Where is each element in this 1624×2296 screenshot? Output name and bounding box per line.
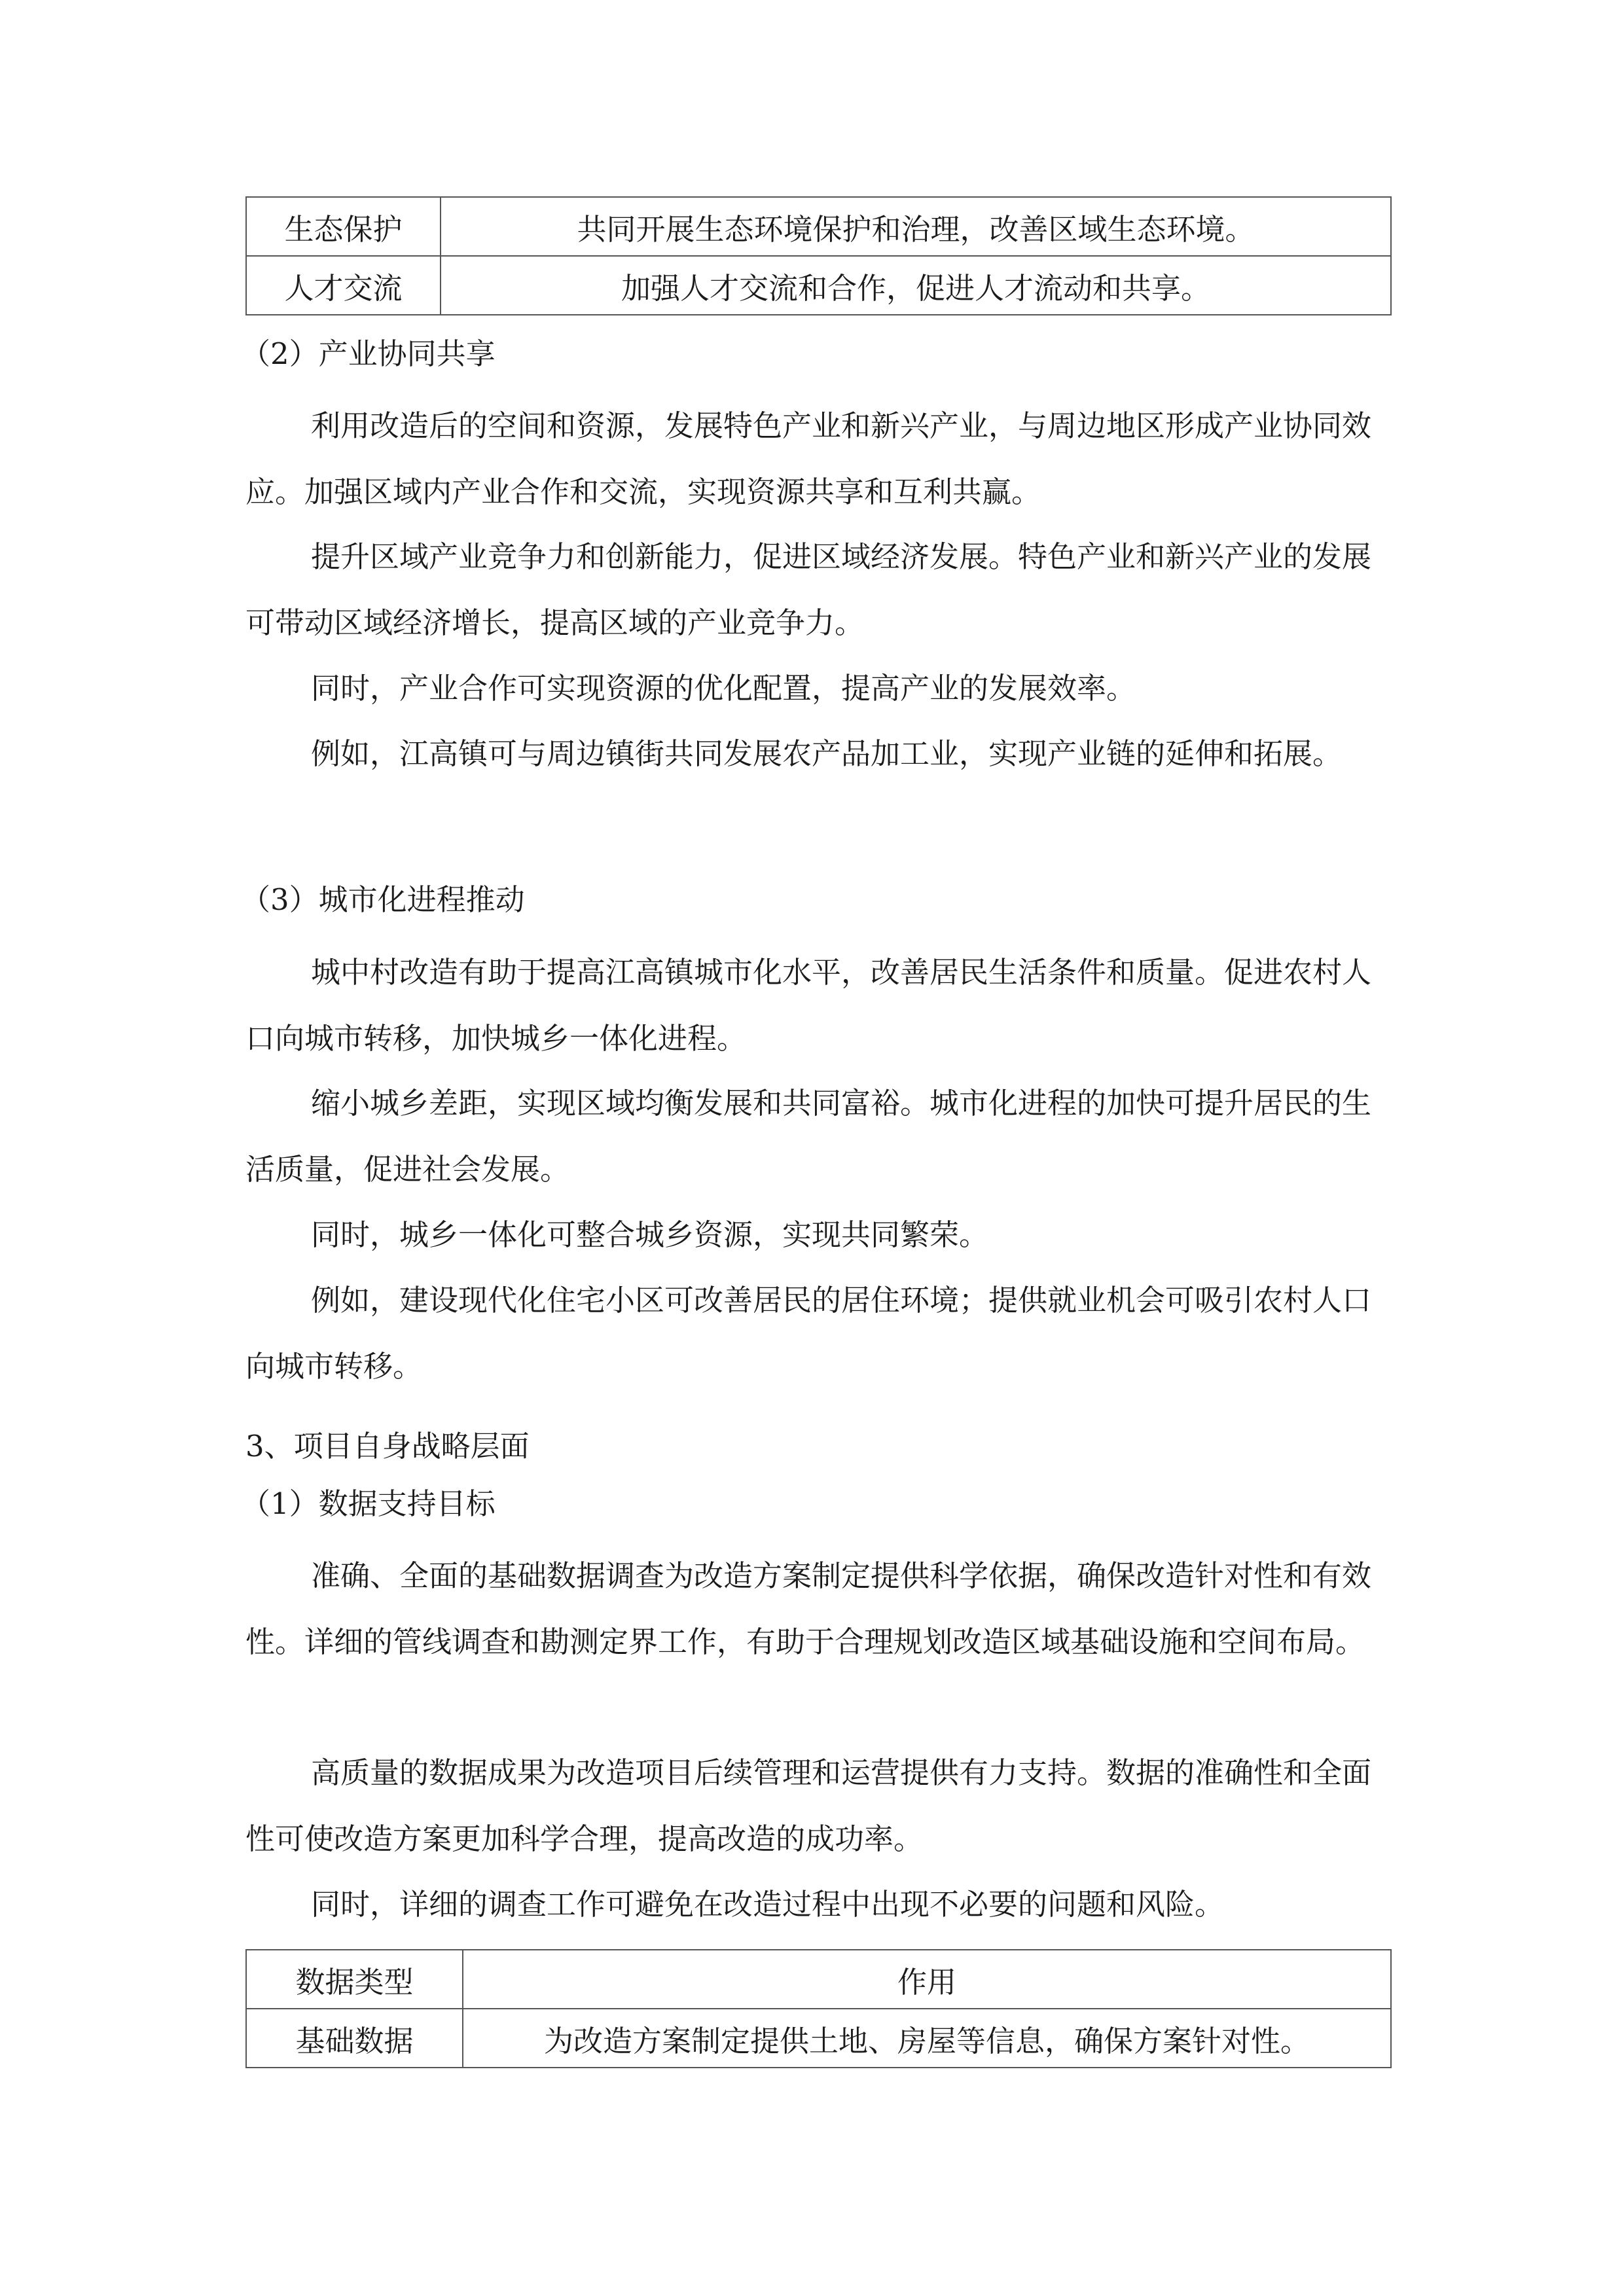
paragraph: 同时，产业合作可实现资源的优化配置，提高产业的发展效率。 bbox=[311, 671, 1136, 706]
paragraph: 例如，建设现代化住宅小区可改善居民的居住环境；提供就业机会可吸引农村人口向城市转移。 bbox=[245, 1283, 1372, 1384]
table-row bbox=[246, 2009, 1391, 2068]
section-heading-industry: （2）产业协同共享 bbox=[241, 336, 496, 371]
table-cell-label: 生态保护 bbox=[246, 197, 441, 256]
paragraph: 同时，城乡一体化可整合城乡资源，实现共同繁荣。 bbox=[311, 1217, 989, 1252]
table-row bbox=[246, 197, 1391, 256]
paragraph: 缩小城乡差距，实现区域均衡发展和共同富裕。城市化进程的加快可提升居民的生活质量，促进社会发展。 bbox=[245, 1086, 1372, 1187]
table-row bbox=[246, 256, 1391, 315]
paragraph: 例如，江高镇可与周边镇街共同发展农产品加工业，实现产业链的延伸和拓展。 bbox=[311, 736, 1343, 771]
section-heading-strategy: 3、项目自身战略层面 bbox=[245, 1429, 530, 1463]
paragraph: 同时，详细的调查工作可避免在改造过程中出现不必要的问题和风险。 bbox=[311, 1887, 1225, 1922]
paragraph: 高质量的数据成果为改造项目后续管理和运营提供有力支持。数据的准确性和全面性可使改造方案更加科学合理，提高改造的成功率。 bbox=[245, 1755, 1372, 1856]
paragraph: 利用改造后的空间和资源，发展特色产业和新兴产业，与周边地区形成产业协同效应。加强区域内产业合作和交流，实现资源共享和互利共赢。 bbox=[245, 408, 1372, 509]
paragraph: 城中村改造有助于提高江高镇城市化水平，改善居民生活条件和质量。促进农村人口向城市转移，加快城乡一体化进程。 bbox=[245, 955, 1372, 1056]
data-type-table bbox=[245, 1949, 1392, 2068]
table-cell-content: 为改造方案制定提供土地、房屋等信息，确保方案针对性。 bbox=[463, 2009, 1391, 2068]
paragraph: 准确、全面的基础数据调查为改造方案制定提供科学依据，确保改造针对性和有效性。详细的管线调查和勘测定界工作，有助于合理规划改造区域基础设施和空间布局。 bbox=[245, 1558, 1372, 1659]
table-cell-content: 共同开展生态环境保护和治理，改善区域生态环境。 bbox=[441, 197, 1391, 256]
table-header-cell: 作用 bbox=[463, 1950, 1391, 2009]
table-cell-label: 人才交流 bbox=[246, 256, 441, 315]
table-header-row bbox=[246, 1950, 1391, 2009]
table-cell-content: 加强人才交流和合作，促进人才流动和共享。 bbox=[441, 256, 1391, 315]
paragraph: 提升区域产业竞争力和创新能力，促进区域经济发展。特色产业和新兴产业的发展可带动区域经济增长，提高区域的产业竞争力。 bbox=[245, 539, 1372, 640]
table-cell-label: 基础数据 bbox=[246, 2009, 463, 2068]
table-header-cell: 数据类型 bbox=[246, 1950, 463, 2009]
subsection-heading-data: （1）数据支持目标 bbox=[241, 1486, 496, 1521]
section-heading-urban: （3）城市化进程推动 bbox=[241, 882, 525, 917]
cooperation-table bbox=[245, 196, 1392, 315]
